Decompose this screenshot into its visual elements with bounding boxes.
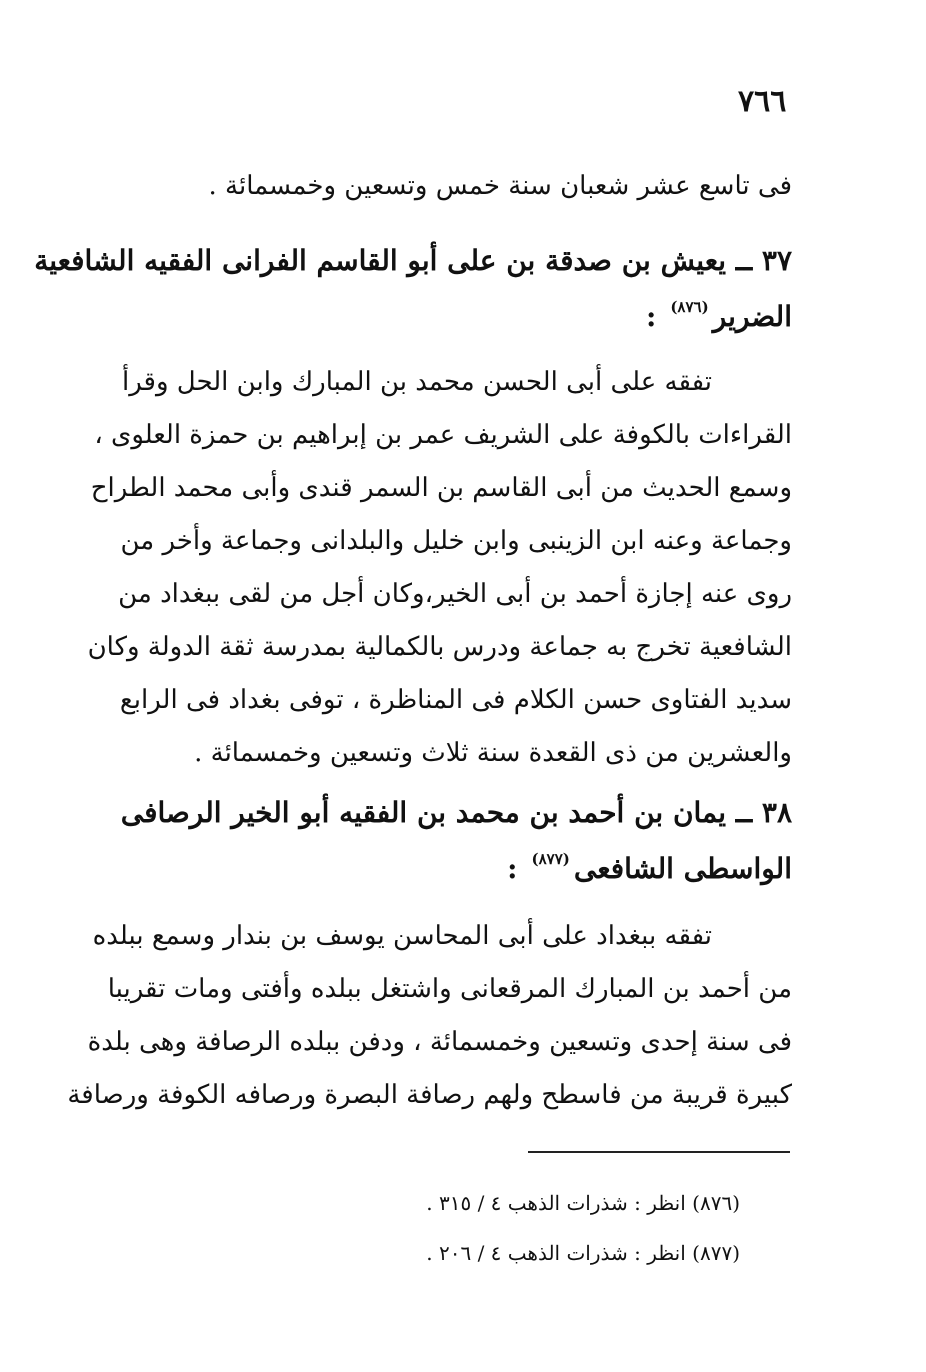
text-line: القراءات بالكوفة على الشريف عمر بن إبراهيم بن حمزة العلوى ، <box>94 420 792 450</box>
text-line: من أحمد بن المبارك المرقعانى واشتغل ببلده وأفتى ومات تقريبا <box>107 974 792 1004</box>
heading-line <box>122 284 792 340</box>
heading-name-tail: الضرير <box>712 300 792 333</box>
entry-38-body <box>67 910 792 1122</box>
entry-38-heading <box>122 790 792 892</box>
text-line: وسمع الحديث من أبى القاسم بن السمر قندى وأبى محمد الطراح <box>90 473 792 503</box>
text-line: فى سنة إحدى وتسعين وخمسمائة ، ودفن ببلده الرصافة وهى بلدة <box>87 1027 792 1057</box>
text-line: تفقه على أبى الحسن محمد بن المبارك وابن الحل وقرأ <box>121 367 712 397</box>
text-line: والعشرين من ذى القعدة سنة ثلاث وتسعين وخمسمائة . <box>194 738 792 768</box>
text-line: سديد الفتاوى حسن الكلام فى المناظرة ، توفى بغداد فى الرابع <box>119 685 792 715</box>
entry-37-body <box>87 356 792 780</box>
heading-line: ٣٧ ــ يعيش بن صدقة بن على أبو القاسم الفرانى الفقيه الشافعية <box>34 244 792 277</box>
heading-name-tail: الواسطى الشافعى <box>573 852 792 885</box>
text-line: وجماعة وعنه ابن الزينبى وابن خليل والبلدانى وجماعة وأخر من <box>120 526 792 556</box>
entry-37-heading <box>34 238 792 340</box>
continuation-paragraph <box>122 160 792 213</box>
footnote-876: (٨٧٦) انظر : شذرات الذهب ٤ / ٣١٥ . <box>426 1191 740 1215</box>
heading-line <box>122 836 792 892</box>
heading-colon: : <box>507 852 518 885</box>
footnote-877: (٨٧٧) انظر : شذرات الذهب ٤ / ٢٠٦ . <box>426 1241 740 1265</box>
footnote-divider <box>528 1151 790 1153</box>
page-number: ٧٦٦ <box>738 84 787 119</box>
heading-colon: : <box>645 300 657 333</box>
text-line: فى تاسع عشر شعبان سنة خمس وتسعين وخمسمائة . <box>208 171 792 201</box>
footnote-ref: (٨٧٦) <box>670 298 709 316</box>
text-line: روى عنه إجازة أحمد بن أبى الخير،وكان أجل من لقى ببغداد من <box>118 579 792 609</box>
text-line: كبيرة قريبة من فاسطح ولهم رصافة البصرة ورصافه الكوفة ورصافة <box>67 1080 792 1110</box>
footnotes <box>300 1178 740 1278</box>
footnote-ref: (٨٧٧) <box>531 850 570 868</box>
text-line: الشافعية تخرج به جماعة ودرس بالكمالية بمدرسة ثقة الدولة وكان <box>87 632 792 662</box>
text-line: تفقه ببغداد على أبى المحاسن يوسف بن بندار وسمع ببلده <box>92 921 712 951</box>
heading-line: ٣٨ ــ يمان بن أحمد بن محمد بن الفقيه أبو الخير الرصافى <box>120 796 792 829</box>
